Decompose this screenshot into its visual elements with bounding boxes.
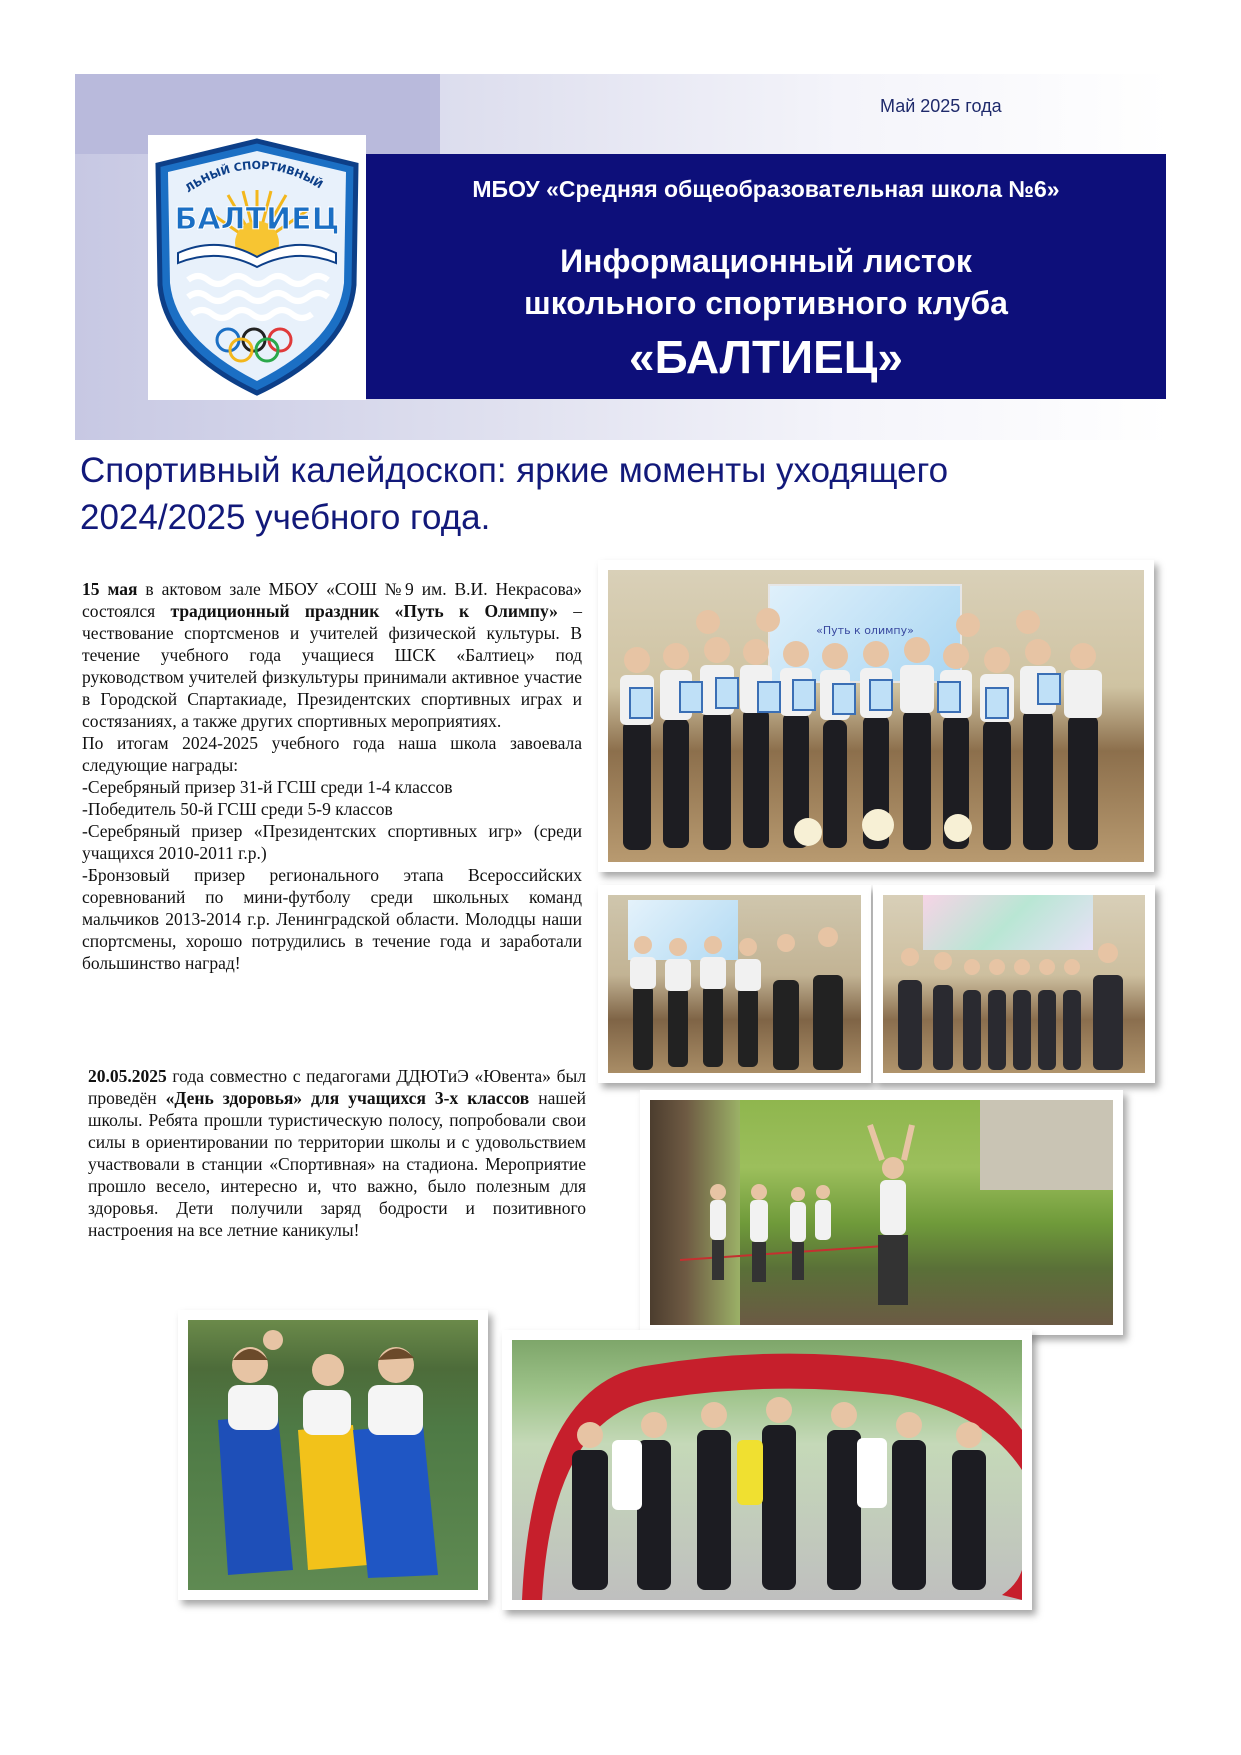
award-item: -Победитель 50-й ГСШ среди 5-9 классов (82, 799, 393, 819)
children-in-sacks-icon (188, 1320, 478, 1590)
photo-winners-group-2 (873, 885, 1155, 1083)
photo-health-day-outdoor (640, 1090, 1123, 1335)
event-name: традиционный праздник «Путь к Олимпу» (170, 601, 558, 621)
photo-award-ceremony (598, 560, 1154, 872)
svg-text:БАЛТИЕЦ: БАЛТИЕЦ (174, 202, 340, 237)
award-item: -Бронзовый призер регионального этапа Всероссийских соревнований по мини-футболу среди школьных команд мальчиков 2013-2014 г.р. Ленинградской области. Молодцы наши спортсмены, хорошо потрудились в течение года и заработали большинство наград! (82, 865, 582, 973)
text-span: – чествование спортсменов и учителей физической культуры. В течение учебного года учащиеся ШСК «Балтиец» под руководством учителей физкультуры принимали активное участие в Городской Спартакиаде, Президентских спортивных играх и состязаниях, а также других спортивных мероприятиях. (82, 601, 582, 731)
article-title-line: 2024/2025 учебного года. (80, 498, 491, 537)
people-silhouettes-icon (608, 895, 861, 1073)
school-name: МБОУ «Средняя общеобразовательная школа №6» (472, 176, 1060, 202)
issue-date: Май 2025 года (880, 96, 1002, 116)
photo-winners-group-1 (598, 885, 871, 1083)
club-name: «БАЛТИЕЦ» (629, 331, 903, 383)
text-span: в актовом зале МБОУ «СОШ №9 им. В.И. Некрасова» состоялся (82, 579, 582, 621)
leaflet-title (366, 240, 1166, 324)
svg-text:ШКОЛЬНЫЙ СПОРТИВНЫЙ КЛУБ: ЛЬНЫЙ СПОРТИВНЫЙ (182, 158, 326, 196)
header-banner (366, 154, 1166, 399)
photo-sack-race (178, 1310, 488, 1600)
award-item: -Серебряный призер 31-й ГСШ среди 1-4 классов (82, 777, 453, 797)
article-title-line: Спортивный калейдоскоп: яркие моменты уходящего (80, 451, 949, 490)
screen-caption: «Путь к олимпу» (816, 624, 914, 637)
event-name: «День здоровья» для учащихся 3-х классов (165, 1088, 530, 1108)
children-under-canopy-icon (512, 1340, 1022, 1600)
event-date: 20.05.2025 (88, 1066, 167, 1086)
club-logo (148, 135, 366, 400)
article-text-2 (88, 1065, 586, 1241)
leaflet-title-line: Информационный листок (560, 243, 972, 279)
article-text-1 (82, 578, 582, 974)
text-span: года совместно с педагогами ДДЮТиЭ «Ювента» был проведён (88, 1066, 586, 1108)
award-item: -Серебряный призер «Президентских спортивных игр» (среди учащихся 2010-2011 г.р.) (82, 821, 582, 863)
shield-logo-icon (148, 135, 366, 400)
people-silhouettes-icon (883, 895, 1145, 1073)
paragraph (82, 578, 582, 732)
leaflet-title-line: школьного спортивного клуба (524, 285, 1008, 321)
event-date: 15 мая (82, 579, 138, 599)
paragraph (88, 1065, 586, 1241)
article-title (80, 447, 1100, 541)
children-silhouettes-icon (650, 1100, 1113, 1325)
people-silhouettes-icon (608, 570, 1144, 862)
paragraph: По итогам 2024-2025 учебного года наша школа завоевала следующие награды: (82, 733, 582, 775)
text-span: нашей школы. Ребята прошли туристическую полосу, попробовали свои силы в ориентировании по территории школы и с удовольствием участвовали в станции «Спортивная» на стадиона. Мероприятие прошло весело, интересно и, что важно, было полезным для здоровья. Дети получили заряд бодрости и позитивного настроения на все летние каникулы! (88, 1088, 586, 1240)
photo-parachute-game (502, 1330, 1032, 1610)
